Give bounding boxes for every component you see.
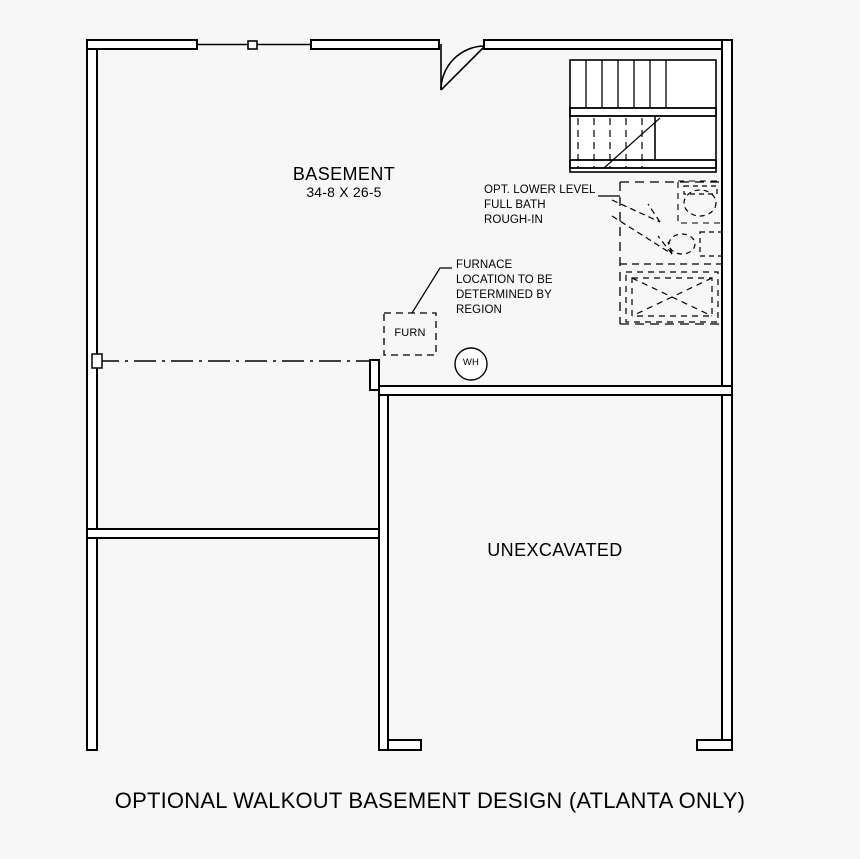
wall-top-post-1 <box>248 41 257 49</box>
wall-bottom-right-stub <box>697 740 732 750</box>
toilet-fixture <box>684 186 717 216</box>
furnace-leader-line <box>412 268 452 313</box>
wall-left-room-return <box>370 360 379 390</box>
beam-line <box>92 354 370 368</box>
entry-door <box>439 40 484 90</box>
bath-note-line-1: OPT. LOWER LEVEL <box>484 184 596 196</box>
wall-top-left <box>87 40 197 49</box>
beam-post-left <box>92 354 102 368</box>
furnace-note-line-2: LOCATION TO BE <box>456 274 553 286</box>
room-label-unexcavated: UNEXCAVATED <box>487 540 623 560</box>
stair-landing-bottom <box>570 160 716 168</box>
drawing-title: OPTIONAL WALKOUT BASEMENT DESIGN (ATLANTA ONLY) <box>114 788 746 813</box>
shower-fixture <box>626 272 718 322</box>
wall-unexcavated-left <box>379 386 388 750</box>
wall-basement-bottom <box>379 386 732 395</box>
sink-fixture <box>669 232 722 256</box>
bath-door-swings <box>612 200 672 254</box>
room-label-basement: BASEMENT <box>292 164 396 184</box>
stair-landing-top <box>570 108 716 116</box>
optional-bath-rough-in <box>612 181 722 324</box>
bath-note-line-2: FULL BATH <box>484 199 546 211</box>
wall-left <box>87 40 97 750</box>
furnace-box-label: FURN <box>394 327 426 339</box>
wall-top-mid <box>311 40 439 49</box>
water-heater-label: WH <box>462 357 480 368</box>
furnace-note-line-1: FURNACE <box>456 259 513 271</box>
wall-left-room-bottom <box>87 529 379 538</box>
bath-note-line-3: ROUGH-IN <box>484 214 543 226</box>
wall-top-right <box>484 40 731 49</box>
furnace-leader <box>412 268 452 313</box>
furnace-note-line-3: DETERMINED BY <box>456 289 552 301</box>
furnace-note-line-4: REGION <box>456 304 502 316</box>
stairs <box>570 60 716 172</box>
room-dimensions-basement: 34-8 X 26-5 <box>306 184 382 200</box>
door-panel-edge <box>441 47 484 90</box>
